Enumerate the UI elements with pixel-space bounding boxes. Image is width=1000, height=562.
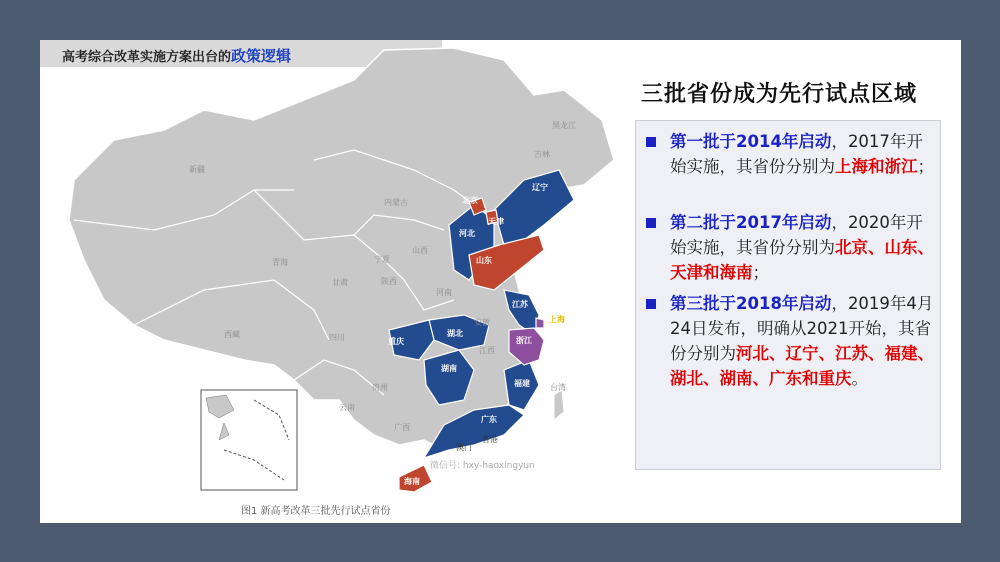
- label-liaoning: 辽宁: [532, 183, 548, 192]
- slide: [40, 40, 961, 523]
- china-map: [54, 40, 624, 510]
- label-hebei: 河北: [459, 229, 475, 238]
- bullet-icon: [646, 218, 656, 228]
- batch-sep: ，: [831, 132, 848, 151]
- label-hainan: 海南: [404, 477, 420, 486]
- batch-mid: 2019年4月24日发布，明确从2021开始，其省份分别为: [670, 294, 934, 363]
- province-shanghai: [536, 318, 544, 328]
- label-tianjin: 天津: [488, 217, 504, 226]
- label-yunnan: 云南: [339, 403, 355, 412]
- province-taiwan: [554, 390, 564, 420]
- bullet-icon: [646, 137, 656, 147]
- label-shanxi: 山西: [412, 246, 428, 255]
- map-watermark: 微信号: hxy-haoxingyun: [430, 461, 535, 471]
- batch-sep: ，: [831, 294, 848, 313]
- label-guangxi: 广西: [394, 423, 410, 432]
- label-hongkong: 香港: [482, 435, 498, 444]
- label-taiwan: 台湾: [550, 383, 566, 392]
- label-ningxia: 宁夏: [374, 255, 390, 264]
- label-hunan: 湖南: [441, 364, 457, 373]
- batch-provinces: 河北、辽宁、江苏、福建、湖北、湖南、广东和重庆: [670, 344, 934, 388]
- batch-text-3: [670, 291, 936, 391]
- batch-provinces: 北京、山东、天津和海南: [670, 238, 934, 282]
- label-fujian: 福建: [514, 379, 530, 388]
- label-hubei: 湖北: [447, 329, 463, 338]
- label-chongqing: 重庆: [388, 337, 404, 346]
- batch-lead: 第二批于2017年启动: [670, 213, 832, 232]
- label-zhejiang: 浙江: [516, 336, 532, 345]
- batch-item-2: [646, 210, 936, 285]
- label-guizhou: 贵州: [372, 383, 388, 392]
- label-shaanxi: 陕西: [381, 277, 397, 286]
- batch-item-1: [646, 129, 936, 179]
- bullet-icon: [646, 299, 656, 309]
- label-sichuan: 四川: [329, 333, 345, 342]
- batch-item-3: [646, 291, 936, 391]
- label-heilongjiang: 黑龙江: [552, 121, 576, 130]
- label-jiangxi: 江西: [479, 346, 495, 355]
- header-title-highlight: 政策逻辑: [231, 47, 292, 65]
- batch-info-box: [635, 120, 941, 470]
- header-title-prefix: 高考综合改革实施方案出台的: [62, 50, 232, 65]
- label-beijing: 北京: [462, 196, 478, 205]
- label-henan: 河南: [436, 288, 452, 297]
- batch-mid: 2020年开始实施，其省份分别为: [670, 213, 923, 257]
- batch-end: ；: [752, 263, 769, 282]
- batch-end: 。: [851, 369, 868, 388]
- label-guangdong: 广东: [481, 415, 497, 424]
- label-qinghai: 青海: [272, 258, 288, 267]
- batch-end: ；: [917, 157, 934, 176]
- label-anhui: 安徽: [474, 318, 490, 327]
- label-neimenggu: 内蒙古: [384, 198, 408, 207]
- map-caption: 图1 新高考改革三批先行试点省份: [241, 506, 391, 517]
- batch-text-2: [670, 210, 936, 285]
- label-gansu: 甘肃: [332, 278, 348, 287]
- label-shandong: 山东: [476, 256, 492, 265]
- batch-sep: ，: [831, 213, 848, 232]
- right-title: 三批省份成为先行试点区域: [641, 82, 918, 107]
- batch-provinces: 上海和浙江: [835, 157, 918, 176]
- label-macau: 澳门: [456, 443, 472, 452]
- batch-text-1: [670, 129, 936, 179]
- label-shanghai: 上海: [549, 315, 565, 324]
- label-jilin: 吉林: [534, 150, 550, 159]
- label-xinjiang: 新疆: [189, 165, 205, 174]
- batch-mid: 2017年开始实施，其省份分别为: [670, 132, 923, 176]
- batch-lead: 第三批于2018年启动: [670, 294, 832, 313]
- label-jiangsu: 江苏: [512, 300, 528, 309]
- batch-lead: 第一批于2014年启动: [670, 132, 832, 151]
- south-china-sea-inset: [201, 390, 297, 490]
- label-xizang: 西藏: [224, 330, 240, 339]
- china-map-svg: [54, 40, 624, 510]
